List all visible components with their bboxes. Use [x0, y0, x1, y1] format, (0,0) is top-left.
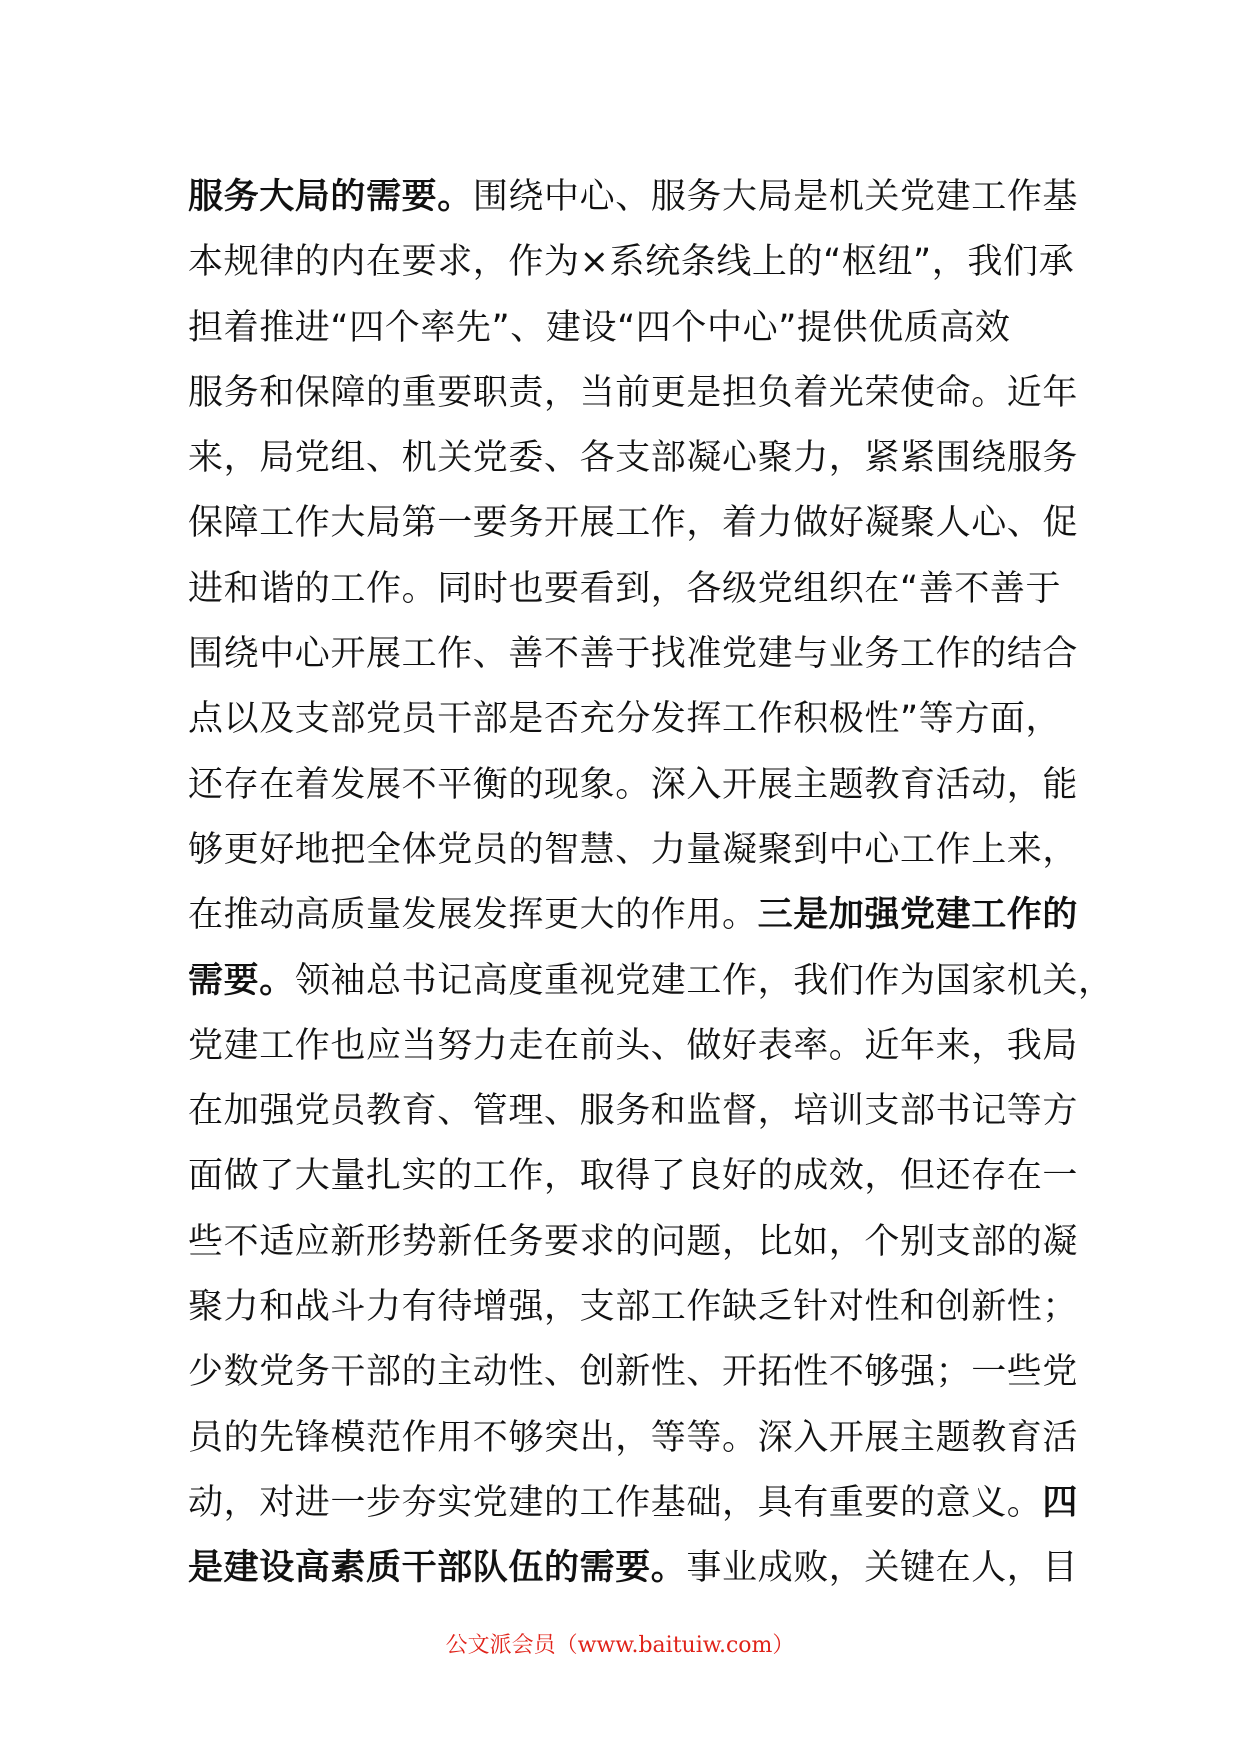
paragraph-text: 党建工作也应当努力走在前头、做好表率。近年来，我局 [188, 1025, 1079, 1066]
paragraph-text: 进和谐的工作。同时也要看到，各级党组织在“善不善于 [188, 568, 1062, 609]
text-line [188, 1275, 1079, 1340]
text-line [188, 165, 1079, 230]
paragraph-text: 员的先锋模范作用不够突出，等等。深入开展主题教育活 [188, 1417, 1079, 1458]
text-line [188, 1014, 1079, 1079]
bold-heading-text: 三是加强党建工作的 [757, 895, 1079, 936]
footer-watermark: 公文派会员（www.baituiw.com） [445, 1633, 795, 1658]
text-line [188, 1340, 1079, 1405]
text-line [188, 426, 1079, 491]
bold-heading-text: 需要。 [188, 960, 295, 1001]
paragraph-text: 保障工作大局第一要务开展工作，着力做好凝聚人心、促 [188, 503, 1079, 544]
text-line [188, 753, 1079, 818]
text-line [188, 1144, 1079, 1209]
paragraph-text: 服务和保障的重要职责，当前更是担负着光荣使命。近年 [188, 372, 1079, 413]
text-line [188, 491, 1079, 556]
paragraph-text: 事业成败，关键在人，目 [686, 1548, 1079, 1589]
paragraph-text: 围绕中心开展工作、善不善于找准党建与业务工作的结合 [188, 634, 1079, 675]
paragraph-text: 少数党务干部的主动性、创新性、开拓性不够强；一些党 [188, 1352, 1079, 1393]
paragraph-text: 点以及支部党员干部是否充分发挥工作积极性”等方面， [188, 699, 1062, 740]
paragraph-text: 领袖总书记高度重视党建工作，我们作为国家机关， [294, 960, 1114, 1001]
bold-heading-text: 是建设高素质干部队伍的需要。 [188, 1548, 687, 1589]
text-line [188, 622, 1079, 687]
text-line [188, 1210, 1079, 1275]
text-line [188, 883, 1079, 948]
bold-heading-text: 四 [1042, 1482, 1079, 1523]
paragraph-text: 还存在着发展不平衡的现象。深入开展主题教育活动，能 [188, 764, 1079, 805]
text-line [188, 949, 1114, 1014]
text-line [188, 687, 1062, 752]
paragraph-text: 些不适应新形势新任务要求的问题，比如，个别支部的凝 [188, 1221, 1079, 1262]
paragraph-text: 在推动高质量发展发挥更大的作用。 [188, 895, 758, 936]
bold-heading-text: 服务大局的需要。 [188, 177, 473, 217]
text-line [188, 1406, 1079, 1471]
paragraph-text: 担着推进“四个率先”、建设“四个中心”提供优质高效 [188, 307, 1011, 348]
paragraph-text: 来，局党组、机关党委、各支部凝心聚力，紧紧围绕服务 [188, 438, 1079, 479]
text-line [188, 296, 1058, 361]
paragraph-text: 够更好地把全体党员的智慧、力量凝聚到中心工作上来， [188, 829, 1079, 870]
text-line [188, 1536, 1079, 1601]
paragraph-text: 在加强党员教育、管理、服务和监督，培训支部书记等方 [188, 1091, 1079, 1132]
paragraph-text: 聚力和战斗力有待增强，支部工作缺乏针对性和创新性； [188, 1287, 1079, 1328]
body-text [188, 165, 1114, 1602]
paragraph-text: 动，对进一步夯实党建的工作基础，具有重要的意义。 [188, 1482, 1043, 1523]
text-line [188, 1079, 1079, 1144]
text-line [188, 557, 1062, 622]
text-line [188, 818, 1079, 883]
paragraph-text: 本规律的内在要求，作为×系统条线上的“枢纽”，我们承 [188, 242, 1075, 283]
text-line [188, 1471, 1079, 1536]
paragraph-text: 面做了大量扎实的工作，取得了良好的成效，但还存在一 [188, 1156, 1079, 1197]
text-line [188, 230, 1075, 295]
paragraph-text: 围绕中心、服务大局是机关党建工作基 [472, 177, 1079, 217]
text-line [188, 361, 1079, 426]
